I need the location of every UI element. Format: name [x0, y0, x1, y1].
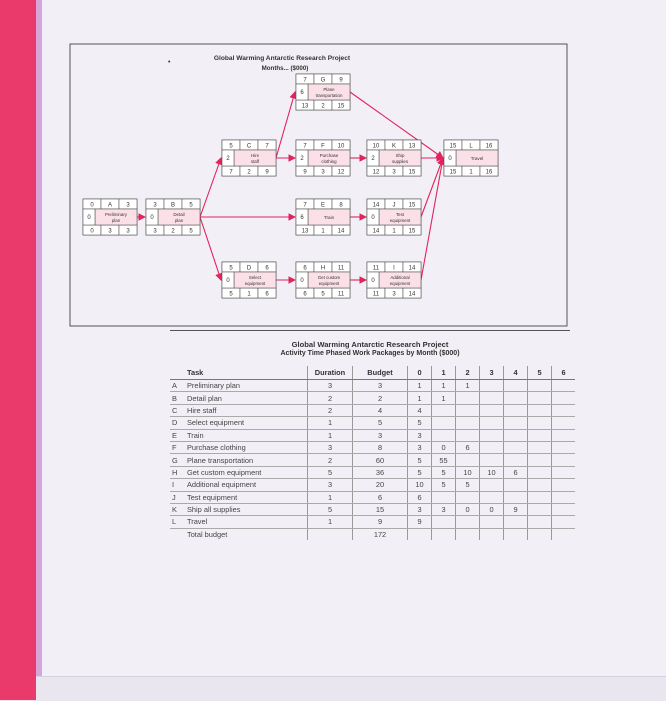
node-id: A [107, 202, 113, 209]
month-0-value: 6 [408, 491, 432, 503]
header-duration: Duration [308, 366, 353, 380]
node-es: 7 [303, 143, 307, 150]
node-id: F [321, 143, 325, 150]
row-budget: 5 [353, 417, 408, 429]
row-letter: L [170, 516, 185, 528]
header-month-5: 5 [528, 366, 552, 380]
row-task: Select equipment [185, 417, 308, 429]
node-lf: 14 [408, 291, 416, 298]
row-duration: 2 [308, 454, 353, 466]
month-5-value [528, 503, 552, 515]
node-id: L [469, 143, 473, 150]
month-1-value [432, 417, 456, 429]
work-package-table [170, 366, 575, 540]
node-ls: 15 [449, 169, 457, 176]
row-letter: A [170, 380, 185, 392]
node-i [367, 262, 421, 298]
month-2-value: 1 [456, 380, 480, 392]
node-lf: 5 [189, 228, 193, 235]
node-description: Travel [470, 156, 484, 161]
node-description: staff [250, 159, 260, 164]
node-slack: 3 [108, 228, 112, 235]
month-5-value [528, 441, 552, 453]
table-title: Global Warming Antarctic Research Project [291, 340, 449, 349]
node-duration: 5 [189, 202, 193, 209]
month-0-value: 1 [408, 380, 432, 392]
node-duration: 6 [265, 265, 269, 272]
table-row [170, 417, 575, 429]
node-id: K [391, 143, 397, 150]
node-description: Ship [395, 153, 405, 158]
table-row [170, 479, 575, 491]
node-slack: 2 [321, 103, 325, 110]
month-4-value [504, 392, 528, 404]
row-budget: 2 [353, 392, 408, 404]
row-budget: 60 [353, 454, 408, 466]
month-0-value: 4 [408, 404, 432, 416]
node-side-value: 0 [300, 278, 304, 284]
node-duration: 16 [485, 143, 493, 150]
table-top-rule [170, 330, 570, 331]
table-row [170, 466, 575, 478]
month-5-value [528, 380, 552, 392]
node-ls: 5 [229, 291, 233, 298]
table-row [170, 454, 575, 466]
node-description: Hire [250, 153, 260, 158]
node-slack: 1 [392, 228, 396, 235]
node-slack: 3 [392, 169, 396, 176]
node-es: 15 [449, 143, 457, 150]
node-es: 11 [372, 265, 380, 272]
node-es: 6 [303, 265, 307, 272]
node-es: 14 [372, 202, 380, 209]
node-description: transportation [315, 93, 343, 98]
node-side-value: 2 [226, 156, 230, 162]
node-id: I [393, 265, 395, 272]
node-description: Get custom [317, 275, 341, 280]
month-0-value: 5 [408, 466, 432, 478]
header-month-6: 6 [552, 366, 576, 380]
node-side-value: 0 [150, 215, 154, 221]
row-letter: E [170, 429, 185, 441]
node-description: equipment [389, 218, 411, 223]
node-side-value: 0 [87, 215, 91, 221]
node-side-value: 0 [371, 278, 375, 284]
row-duration: 1 [308, 516, 353, 528]
node-side-value: 0 [226, 278, 230, 284]
node-ls: 14 [372, 228, 380, 235]
row-duration: 1 [308, 491, 353, 503]
node-k [367, 140, 421, 176]
month-5-value [528, 516, 552, 528]
node-es: 3 [153, 202, 157, 209]
row-task: Additional equipment [185, 479, 308, 491]
row-task: Hire staff [185, 404, 308, 416]
node-ls: 13 [301, 103, 309, 110]
table-row [170, 404, 575, 416]
node-l [444, 140, 498, 176]
month-5-value [528, 479, 552, 491]
node-lf: 9 [265, 169, 269, 176]
month-2-value [456, 429, 480, 441]
month-4-value [504, 516, 528, 528]
node-h [296, 262, 350, 298]
row-task: Test equipment [185, 491, 308, 503]
node-lf: 15 [337, 103, 345, 110]
node-lf: 3 [126, 228, 130, 235]
month-0-value: 1 [408, 392, 432, 404]
node-id: H [320, 265, 326, 272]
row-task: Train [185, 429, 308, 441]
row-budget: 8 [353, 441, 408, 453]
header-month-4: 4 [504, 366, 528, 380]
row-letter: D [170, 417, 185, 429]
node-slack: 5 [321, 291, 325, 298]
header-budget: Budget [353, 366, 408, 380]
node-duration: 10 [337, 143, 345, 150]
month-2-value [456, 404, 480, 416]
month-0-value: 3 [408, 503, 432, 515]
row-letter: J [170, 491, 185, 503]
node-duration: 8 [339, 202, 343, 209]
row-task: Get custom equipment [185, 466, 308, 478]
row-duration: 3 [308, 479, 353, 491]
row-task: Purchase clothing [185, 441, 308, 453]
table-row [170, 392, 575, 404]
month-5-value [528, 454, 552, 466]
row-letter: C [170, 404, 185, 416]
node-description: plan [111, 218, 121, 223]
row-budget: 36 [353, 466, 408, 478]
month-1-value [432, 429, 456, 441]
month-0-value: 5 [408, 454, 432, 466]
arrow-b-d [200, 217, 221, 280]
node-id: D [246, 265, 252, 272]
row-letter: F [170, 441, 185, 453]
node-duration: 11 [337, 265, 345, 272]
month-3-value [480, 404, 504, 416]
node-duration: 14 [408, 265, 416, 272]
node-description: Detail [173, 212, 185, 217]
month-3-value [480, 380, 504, 392]
node-es: 7 [303, 202, 307, 209]
node-side-value: 6 [300, 215, 304, 221]
table-row [170, 503, 575, 515]
month-4-value [504, 380, 528, 392]
node-b [146, 199, 200, 235]
node-id: J [392, 202, 396, 209]
month-1-value: 0 [432, 441, 456, 453]
month-5-value [528, 417, 552, 429]
node-c [222, 140, 276, 176]
node-a [83, 199, 137, 235]
total-label: Total budget [185, 528, 308, 540]
table-row [170, 516, 575, 528]
month-1-value: 5 [432, 466, 456, 478]
node-description: supplies [391, 159, 409, 164]
month-3-value [480, 417, 504, 429]
row-letter: I [170, 479, 185, 491]
node-es: 7 [303, 77, 307, 84]
row-duration: 1 [308, 417, 353, 429]
month-2-value: 5 [456, 479, 480, 491]
node-duration: 13 [408, 143, 416, 150]
month-3-value [480, 491, 504, 503]
month-6-value [552, 503, 576, 515]
node-d [222, 262, 276, 298]
row-budget: 20 [353, 479, 408, 491]
month-3-value: 0 [480, 503, 504, 515]
node-lf: 14 [337, 228, 345, 235]
month-4-value [504, 441, 528, 453]
row-letter: B [170, 392, 185, 404]
month-2-value: 10 [456, 466, 480, 478]
row-budget: 3 [353, 429, 408, 441]
project-network-diagram [0, 0, 666, 340]
node-duration: 9 [339, 77, 343, 84]
month-6-value [552, 516, 576, 528]
table-header-row [170, 366, 575, 380]
month-6-value [552, 466, 576, 478]
node-slack: 3 [392, 291, 396, 298]
header-letter [170, 366, 185, 380]
row-duration: 5 [308, 466, 353, 478]
header-task: Task [185, 366, 308, 380]
node-lf: 15 [408, 169, 416, 176]
month-4-value [504, 417, 528, 429]
row-task: Plane transportation [185, 454, 308, 466]
node-side-value: 0 [371, 215, 375, 221]
row-letter: G [170, 454, 185, 466]
row-duration: 5 [308, 503, 353, 515]
table-subtitle: Activity Time Phased Work Packages by Month ($000) [280, 350, 460, 357]
network-arrows [137, 92, 443, 280]
month-4-value [504, 429, 528, 441]
month-3-value [480, 516, 504, 528]
row-letter: H [170, 466, 185, 478]
node-slack: 1 [247, 291, 251, 298]
month-6-value [552, 441, 576, 453]
month-1-value [432, 516, 456, 528]
row-task: Detail plan [185, 392, 308, 404]
row-budget: 15 [353, 503, 408, 515]
month-6-value [552, 454, 576, 466]
row-budget: 4 [353, 404, 408, 416]
node-duration: 3 [126, 202, 130, 209]
node-side-value: 2 [300, 156, 304, 162]
node-duration: 15 [408, 202, 416, 209]
month-3-value [480, 479, 504, 491]
table-row [170, 441, 575, 453]
node-ls: 12 [372, 169, 380, 176]
node-lf: 6 [265, 291, 269, 298]
month-4-value: 9 [504, 503, 528, 515]
node-description: equipment [389, 281, 411, 286]
month-3-value [480, 392, 504, 404]
node-description: clothing [321, 159, 337, 164]
month-2-value: 6 [456, 441, 480, 453]
node-es: 0 [90, 202, 94, 209]
month-5-value [528, 491, 552, 503]
node-side-value: 2 [371, 156, 375, 162]
network-subtitle: Months... ($000) [261, 65, 309, 72]
row-budget: 6 [353, 491, 408, 503]
month-2-value [456, 516, 480, 528]
bullet-mark: • [168, 59, 171, 66]
month-6-value [552, 392, 576, 404]
node-lf: 12 [337, 169, 345, 176]
month-5-value [528, 466, 552, 478]
month-6-value [552, 491, 576, 503]
month-0-value: 10 [408, 479, 432, 491]
node-ls: 11 [372, 291, 380, 298]
month-4-value [504, 491, 528, 503]
month-3-value [480, 454, 504, 466]
node-description: plan [174, 218, 184, 223]
node-ls: 0 [90, 228, 94, 235]
table-row [170, 429, 575, 441]
node-lf: 11 [337, 291, 345, 298]
row-duration: 2 [308, 392, 353, 404]
node-side-value: 0 [448, 156, 452, 162]
node-f [296, 140, 350, 176]
node-id: B [170, 202, 176, 209]
header-month-1: 1 [432, 366, 456, 380]
month-1-value [432, 404, 456, 416]
month-0-value: 9 [408, 516, 432, 528]
month-1-value: 1 [432, 392, 456, 404]
month-1-value: 55 [432, 454, 456, 466]
month-0-value: 5 [408, 417, 432, 429]
month-5-value [528, 429, 552, 441]
node-ls: 9 [303, 169, 307, 176]
row-task: Preliminary plan [185, 380, 308, 392]
node-slack: 1 [321, 228, 325, 235]
node-description: Test [395, 212, 405, 217]
node-j [367, 199, 421, 235]
row-duration: 1 [308, 429, 353, 441]
row-task: Travel [185, 516, 308, 528]
node-ls: 3 [153, 228, 157, 235]
month-2-value: 0 [456, 503, 480, 515]
month-2-value [456, 417, 480, 429]
month-6-value [552, 429, 576, 441]
month-1-value: 1 [432, 380, 456, 392]
node-es: 5 [229, 143, 233, 150]
arrow-j-l [421, 158, 443, 217]
node-description: Purchase [319, 153, 339, 158]
node-ls: 6 [303, 291, 307, 298]
month-5-value [528, 404, 552, 416]
month-6-value [552, 380, 576, 392]
row-budget: 9 [353, 516, 408, 528]
header-month-0: 0 [408, 366, 432, 380]
node-description: Preliminary [105, 212, 127, 217]
node-description: Plane [323, 87, 335, 92]
month-4-value [504, 404, 528, 416]
node-duration: 7 [265, 143, 269, 150]
page-bottom-edge [36, 676, 666, 701]
node-slack: 2 [171, 228, 175, 235]
node-lf: 15 [408, 228, 416, 235]
node-slack: 2 [247, 169, 251, 176]
arrow-b-c [200, 158, 221, 217]
month-4-value [504, 454, 528, 466]
month-2-value [456, 454, 480, 466]
node-description: Select [248, 275, 262, 280]
node-side-value: 6 [300, 90, 304, 96]
month-1-value: 3 [432, 503, 456, 515]
month-3-value: 10 [480, 466, 504, 478]
month-5-value [528, 392, 552, 404]
row-letter: K [170, 503, 185, 515]
header-month-3: 3 [480, 366, 504, 380]
node-slack: 1 [469, 169, 473, 176]
row-budget: 3 [353, 380, 408, 392]
month-2-value [456, 392, 480, 404]
node-description: equipment [244, 281, 266, 286]
month-0-value: 3 [408, 441, 432, 453]
node-id: C [246, 143, 252, 150]
month-1-value: 5 [432, 479, 456, 491]
node-es: 10 [372, 143, 380, 150]
row-duration: 3 [308, 441, 353, 453]
table-row [170, 491, 575, 503]
arrow-c-g [276, 92, 295, 158]
node-slack: 3 [321, 169, 325, 176]
node-description: Additional [390, 275, 410, 280]
node-ls: 13 [301, 228, 309, 235]
row-duration: 3 [308, 380, 353, 392]
node-lf: 16 [485, 169, 493, 176]
table-row [170, 380, 575, 392]
month-4-value: 6 [504, 466, 528, 478]
row-duration: 2 [308, 404, 353, 416]
node-ls: 7 [229, 169, 233, 176]
month-1-value [432, 491, 456, 503]
month-4-value [504, 479, 528, 491]
node-description: Train [323, 215, 335, 220]
month-3-value [480, 429, 504, 441]
month-0-value: 3 [408, 429, 432, 441]
node-es: 5 [229, 265, 233, 272]
total-budget: 172 [353, 528, 408, 540]
month-3-value [480, 441, 504, 453]
row-task: Ship all supplies [185, 503, 308, 515]
node-description: equipment [318, 281, 340, 286]
node-id: E [320, 202, 326, 209]
header-month-2: 2 [456, 366, 480, 380]
node-g [296, 74, 350, 110]
month-6-value [552, 404, 576, 416]
month-6-value [552, 479, 576, 491]
network-title: Global Warming Antarctic Research Project [213, 55, 351, 62]
node-id: G [320, 77, 326, 84]
month-6-value [552, 417, 576, 429]
month-2-value [456, 491, 480, 503]
total-row [170, 528, 575, 540]
arrow-i-l [421, 158, 443, 280]
node-e [296, 199, 350, 235]
